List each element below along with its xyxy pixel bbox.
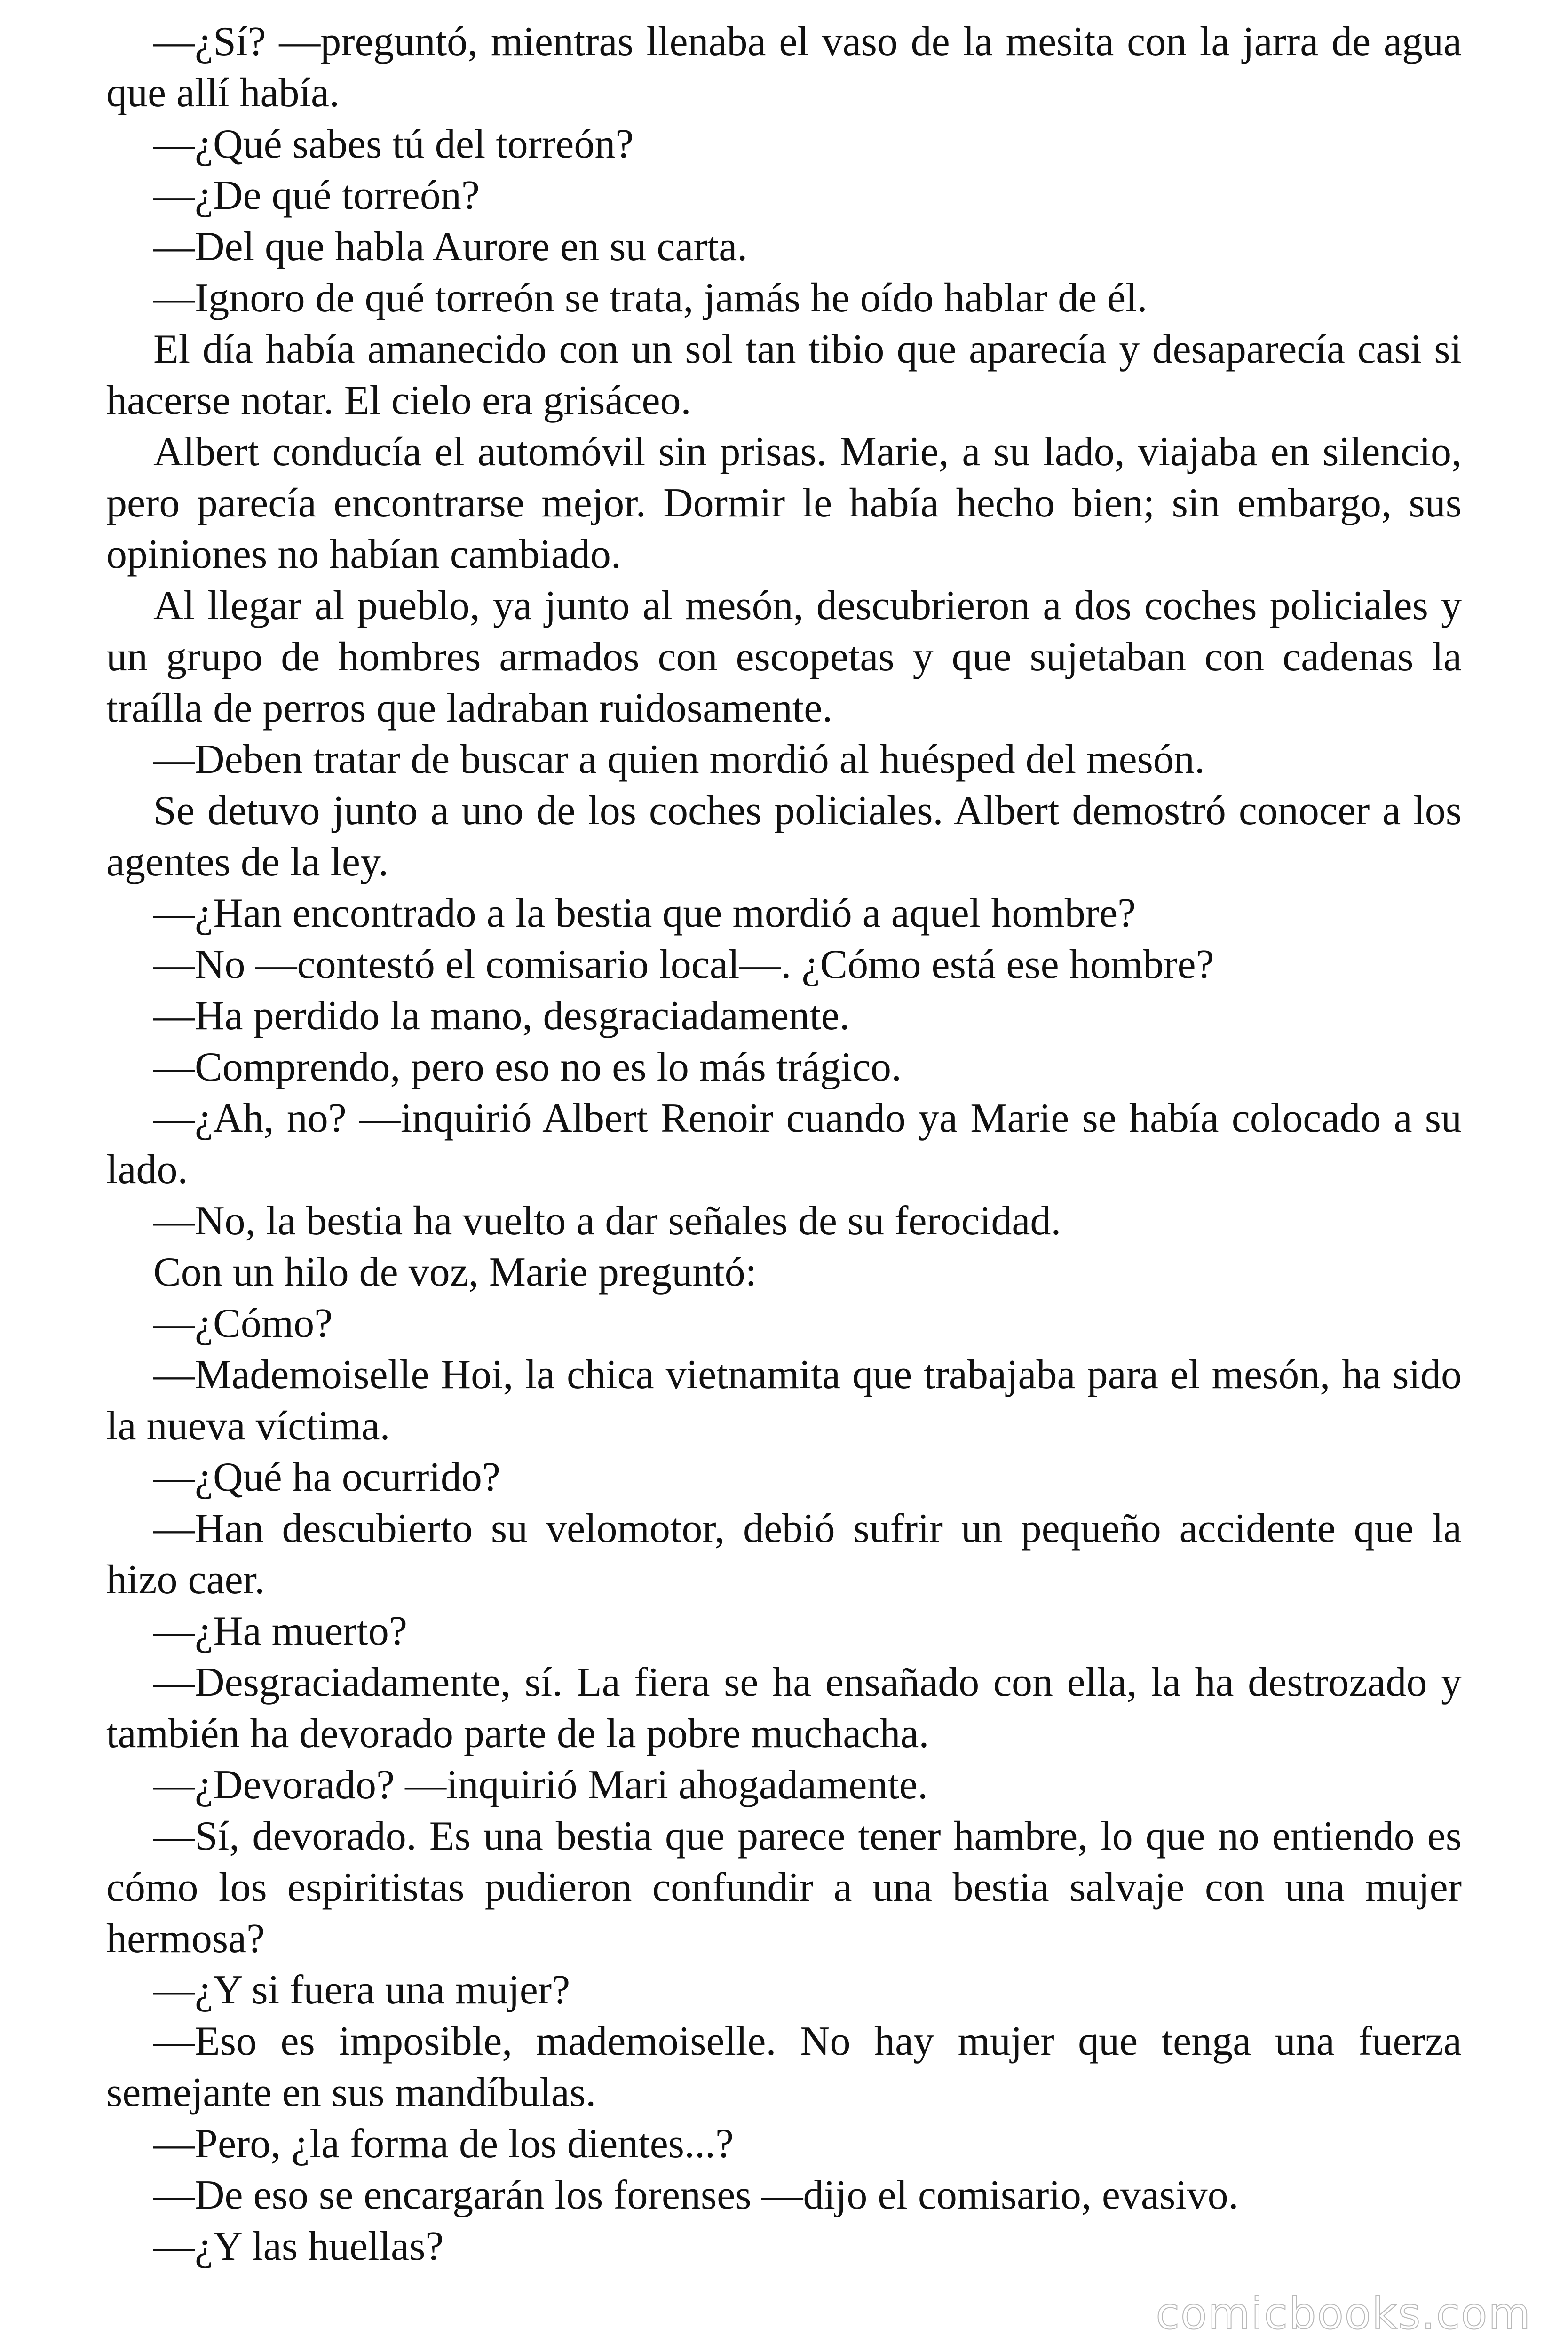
paragraph: —Pero, ¿la forma de los dientes...? bbox=[153, 2121, 734, 2167]
paragraph: —¿Qué ha ocurrido? bbox=[153, 1454, 500, 1500]
paragraph: —De eso se encargarán los forenses —dijo el comisario, evasivo. bbox=[153, 2172, 1239, 2218]
paragraph: —Del que habla Aurore en su carta. bbox=[153, 224, 748, 270]
paragraph: —¿Sí? —preguntó, mientras llenaba el vaso de la mesita con la jarra de agua que allí había. bbox=[106, 19, 1462, 116]
paragraph: —¿Ha muerto? bbox=[153, 1608, 407, 1654]
paragraph: —Han descubierto su velomotor, debió sufrir un pequeño accidente que la hizo caer. bbox=[106, 1506, 1462, 1603]
paragraph: —Deben tratar de buscar a quien mordió al huésped del mesón. bbox=[153, 737, 1205, 782]
paragraph: El día había amanecido con un sol tan tibio que aparecía y desaparecía casi si hacerse notar. El cielo era grisáceo. bbox=[106, 326, 1462, 423]
paragraph: —¿Cómo? bbox=[153, 1301, 333, 1346]
paragraph: —Ignoro de qué torreón se trata, jamás he oído hablar de él. bbox=[153, 275, 1148, 321]
paragraph: —¿Devorado? —inquirió Mari ahogadamente. bbox=[153, 1762, 928, 1808]
paragraph: —¿Ah, no? —inquirió Albert Renoir cuando ya Marie se había colocado a su lado. bbox=[106, 1096, 1462, 1192]
watermark: comicbooks.com bbox=[1156, 2288, 1531, 2339]
book-page-text bbox=[106, 16, 1462, 2272]
paragraph: —No —contestó el comisario local—. ¿Cómo está ese hombre? bbox=[153, 942, 1214, 987]
paragraph: —Eso es imposible, mademoiselle. No hay mujer que tenga una fuerza semejante en sus mandíbulas. bbox=[106, 2018, 1462, 2115]
paragraph: Con un hilo de voz, Marie preguntó: bbox=[153, 1249, 757, 1295]
paragraph: —¿Qué sabes tú del torreón? bbox=[153, 121, 634, 167]
paragraph: —Mademoiselle Hoi, la chica vietnamita que trabajaba para el mesón, ha sido la nueva víctima. bbox=[106, 1352, 1462, 1449]
paragraph: —¿Y las huellas? bbox=[153, 2224, 444, 2269]
paragraph: —¿De qué torreón? bbox=[153, 173, 480, 218]
paragraph: —No, la bestia ha vuelto a dar señales de su ferocidad. bbox=[153, 1198, 1061, 1244]
paragraph: —Comprendo, pero eso no es lo más trágico. bbox=[153, 1044, 902, 1090]
paragraph: —¿Y si fuera una mujer? bbox=[153, 1967, 570, 2013]
paragraph: —Desgraciadamente, sí. La fiera se ha ensañado con ella, la ha destrozado y también ha devorado parte de la pobre muchacha. bbox=[106, 1660, 1462, 1756]
paragraph: —Ha perdido la mano, desgraciadamente. bbox=[153, 993, 850, 1039]
paragraph: Se detuvo junto a uno de los coches policiales. Albert demostró conocer a los agentes de la ley. bbox=[106, 788, 1462, 885]
paragraph: Al llegar al pueblo, ya junto al mesón, descubrieron a dos coches policiales y un grupo de hombres armados con escopetas y que sujetaban con cadenas la traílla de perros que ladraban ruidosamente. bbox=[106, 583, 1462, 731]
paragraph: —¿Han encontrado a la bestia que mordió a aquel hombre? bbox=[153, 890, 1136, 936]
paragraph: Albert conducía el automóvil sin prisas. Marie, a su lado, viajaba en silencio, pero parecía encontrarse mejor. Dormir le había hecho bien; sin embargo, sus opiniones no habían cambiado. bbox=[106, 429, 1462, 577]
paragraph: —Sí, devorado. Es una bestia que parece tener hambre, lo que no entiendo es cómo los espiritistas pudieron confundir a una bestia salvaje con una mujer hermosa? bbox=[106, 1813, 1462, 1962]
